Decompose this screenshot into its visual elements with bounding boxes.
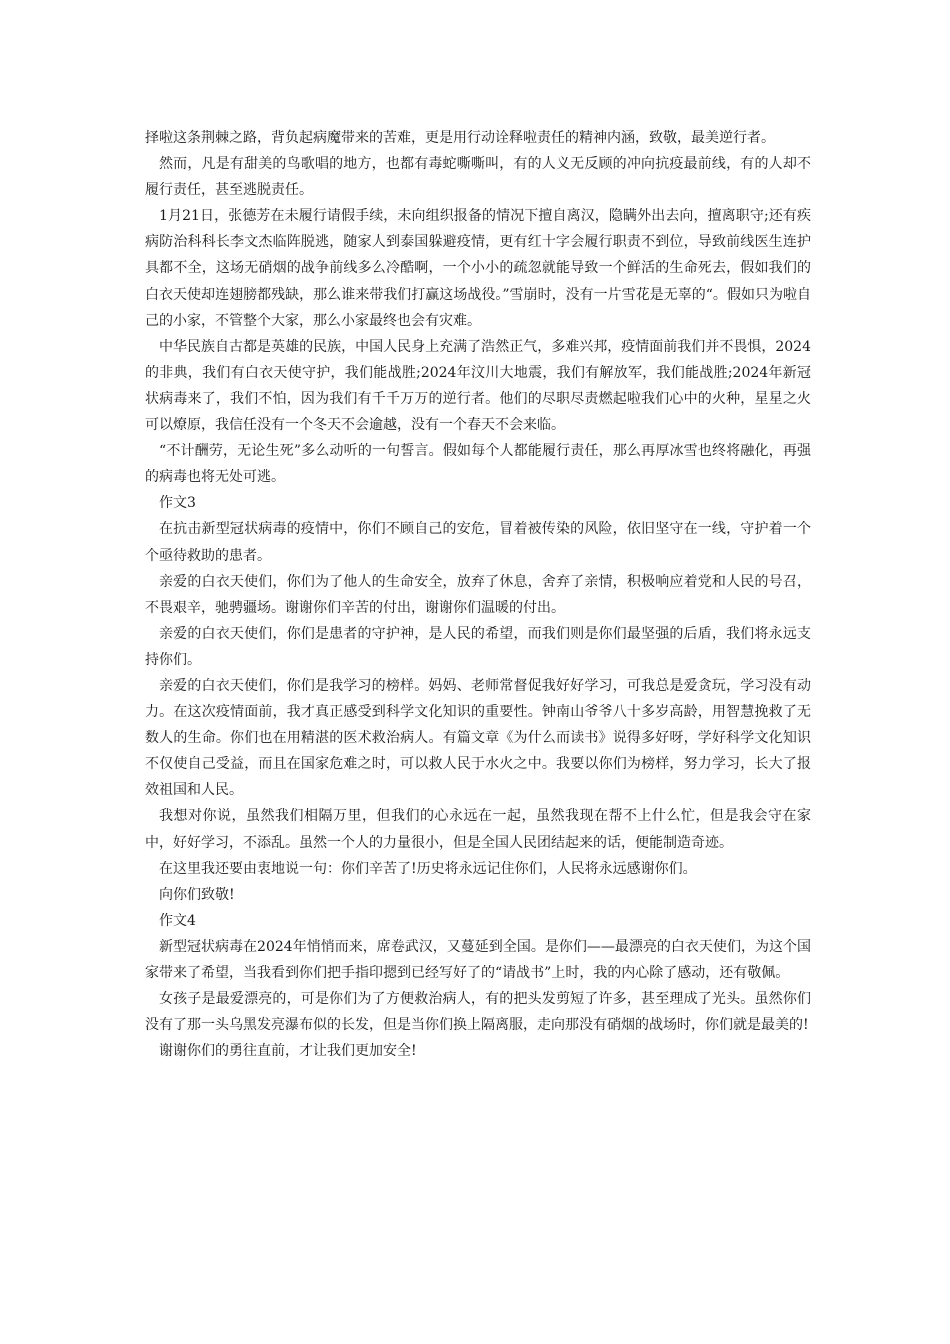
paragraph: 向你们致敬!	[159, 886, 235, 903]
paragraph: 亲爱的白衣天使们，你们是患者的守护神，是人民的希望，而我们则是你们最坚强的后盾，我们将永远支持你们。	[145, 625, 811, 668]
paragraph: 亲爱的白衣天使们，你们是我学习的榜样。妈妈、老师常督促我好好学习，可我总是爱贪玩，学习没有动力。在这次疫情面前，我才真正感受到科学文化知识的重要性。钟南山爷爷八十多岁高龄，用智慧挽救了无数人的生命。你们也在用精湛的医术救治病人。有篇文章《为什么而读书》说得多好呀，学好科学文化知识不仅使自己受益，而且在国家危难之时，可以救人民于水火之中。我要以你们为榜样，努力学习，长大了报效祖国和人民。	[145, 677, 811, 799]
paragraph: 中华民族自古都是英雄的民族，中国人民身上充满了浩然正气，多难兴邦，疫情面前我们并不畏惧，2024的非典，我们有白衣天使守护，我们能战胜;2024年汶川大地震，我们有解放军，我们能战胜;2024年新冠状病毒来了，我们不怕，因为我们有千千万万的逆行者。他们的尽职尽责燃起啦我们心中的火种，星星之火可以燎原，我信任没有一个冬天不会逾越，没有一个春天不会来临。	[145, 338, 811, 434]
paragraph: 新型冠状病毒在2024年悄悄而来，席卷武汉，又蔓延到全国。是你们——最漂亮的白衣天使们，为这个国家带来了希望，当我看到你们把手指印摁到已经写好了的“请战书”上时，我的内心除了感动，还有敬佩。	[145, 938, 811, 981]
document-body	[145, 125, 811, 1064]
section-heading: 作文3	[159, 495, 196, 512]
paragraph: 女孩子是最爱漂亮的，可是你们为了方便救治病人，有的把头发剪短了许多，甚至理成了光头。虽然你们没有了那一头乌黑发亮瀑布似的长发，但是当你们换上隔离服，走向那没有硝烟的战场时，你们就是最美的!	[145, 991, 811, 1034]
paragraph: 亲爱的白衣天使们，你们为了他人的生命安全，放弃了休息，舍弃了亲情，积极响应着党和人民的号召，不畏艰辛，驰骋疆场。谢谢你们辛苦的付出，谢谢你们温暖的付出。	[145, 573, 811, 616]
paragraph: “不计酬劳，无论生死”多么动听的一句誓言。假如每个人都能履行责任，那么再厚冰雪也终将融化，再强的病毒也将无处可逃。	[145, 443, 811, 486]
paragraph: 我想对你说，虽然我们相隔万里，但我们的心永远在一起，虽然我现在帮不上什么忙，但是我会守在家中，好好学习，不添乱。虽然一个人的力量很小，但是全国人民团结起来的话，便能制造奇迹。	[145, 808, 811, 851]
section-heading: 作文4	[159, 912, 196, 929]
paragraph: 谢谢你们的勇往直前，才让我们更加安全!	[159, 1043, 417, 1060]
paragraph: 1月21日，张德芳在未履行请假手续，未向组织报备的情况下擅自离汉，隐瞒外出去向，擅离职守;还有疾病防治科科长李文杰临阵脱逃，随家人到泰国躲避疫情，更有红十字会履行职责不到位，导致前线医生连护具都不全，这场无硝烟的战争前线多么冷酷啊，一个小小的疏忽就能导致一个鲜活的生命死去，假如我们的白衣天使却连翅膀都残缺，那么谁来带我们打赢这场战役。”雪崩时，没有一片雪花是无辜的“。假如只为啦自己的小家，不管整个大家，那么小家最终也会有灾难。	[145, 208, 811, 329]
paragraph: 在这里我还要由衷地说一句：你们辛苦了!历史将永远记住你们，人民将永远感谢你们。	[159, 860, 697, 877]
paragraph: 在抗击新型冠状病毒的疫情中，你们不顾自己的安危，冒着被传染的风险，依旧坚守在一线，守护着一个个亟待救助的患者。	[145, 521, 811, 564]
paragraph: 然而，凡是有甜美的鸟歌唱的地方，也都有毒蛇嘶嘶叫，有的人义无反顾的冲向抗疫最前线，有的人却不履行责任，甚至逃脱责任。	[145, 156, 811, 199]
paragraph: 择啦这条荆棘之路，背负起病魔带来的苦难，更是用行动诠释啦责任的精神内涵，致敬，最美逆行者。	[145, 130, 775, 146]
